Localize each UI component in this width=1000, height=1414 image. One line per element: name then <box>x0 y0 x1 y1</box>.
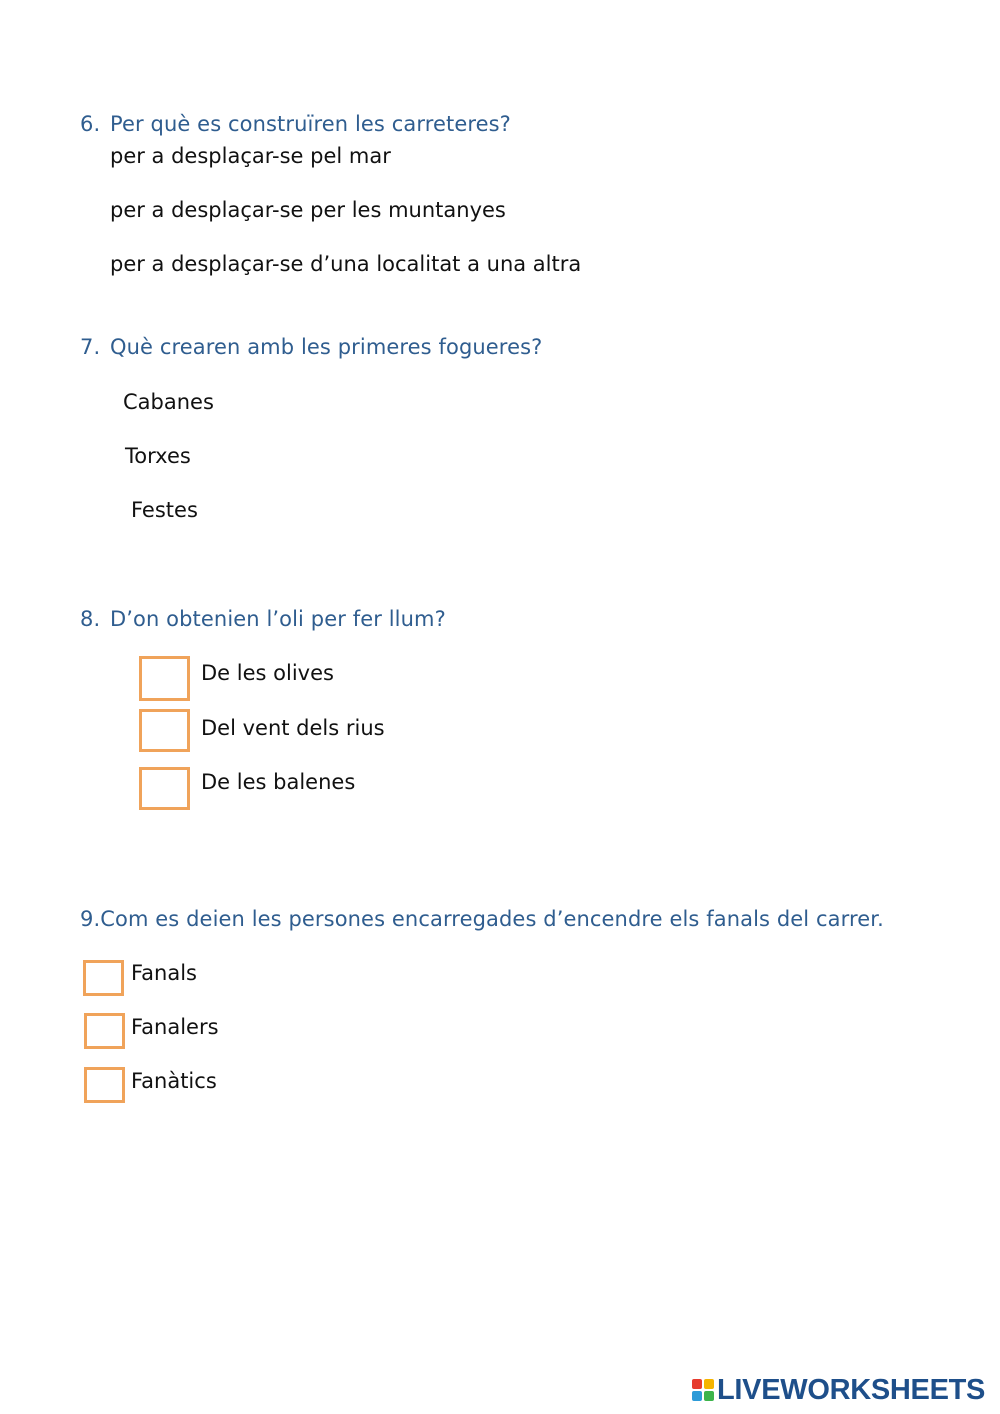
logo-text: LIVEWORKSHEETS <box>717 1373 986 1406</box>
question-7-option-2[interactable]: Torxes <box>125 444 191 468</box>
question-8-checkbox-3[interactable] <box>139 767 190 810</box>
question-8-option-1: De les olives <box>201 661 334 685</box>
question-6-text: Per què es construïren les carreteres? <box>110 112 511 136</box>
question-9-option-3: Fanàtics <box>131 1069 217 1093</box>
question-9-checkbox-3[interactable] <box>84 1067 125 1103</box>
logo-mark-square-1 <box>692 1379 702 1389</box>
liveworksheets-mark-icon <box>692 1379 714 1401</box>
question-6 <box>80 112 511 136</box>
logo-mark-square-2 <box>704 1379 714 1389</box>
question-7-option-3[interactable]: Festes <box>131 498 198 522</box>
logo-mark-square-4 <box>704 1391 714 1401</box>
question-8-text: D’on obtenien l’oli per fer llum? <box>110 607 446 631</box>
question-8-checkbox-1[interactable] <box>139 656 190 701</box>
question-7-number: 7. <box>80 335 101 359</box>
question-8-checkbox-2[interactable] <box>139 709 190 752</box>
question-6-option-3[interactable]: per a desplaçar-se d’una localitat a una altra <box>110 252 582 276</box>
question-6-option-1[interactable]: per a desplaçar-se pel mar <box>110 144 391 168</box>
question-8-number: 8. <box>80 607 101 631</box>
liveworksheets-logo <box>692 1374 985 1406</box>
logo-mark-square-3 <box>692 1391 702 1401</box>
question-8 <box>80 607 446 631</box>
question-9-checkbox-2[interactable] <box>84 1013 125 1049</box>
question-9-text: 9.Com es deien les persones encarregades d’encendre els fanals del carrer. <box>80 907 884 931</box>
question-6-option-2[interactable]: per a desplaçar-se per les muntanyes <box>110 198 506 222</box>
question-6-number: 6. <box>80 112 101 136</box>
question-9-checkbox-1[interactable] <box>83 960 124 996</box>
question-7-text: Què crearen amb les primeres fogueres? <box>110 335 543 359</box>
question-8-option-3: De les balenes <box>201 770 356 794</box>
question-8-option-2: Del vent dels rius <box>201 716 385 740</box>
question-7-option-1[interactable]: Cabanes <box>123 390 214 414</box>
question-9-option-2: Fanalers <box>131 1015 219 1039</box>
question-7 <box>80 335 542 359</box>
question-9-option-1: Fanals <box>131 961 197 985</box>
